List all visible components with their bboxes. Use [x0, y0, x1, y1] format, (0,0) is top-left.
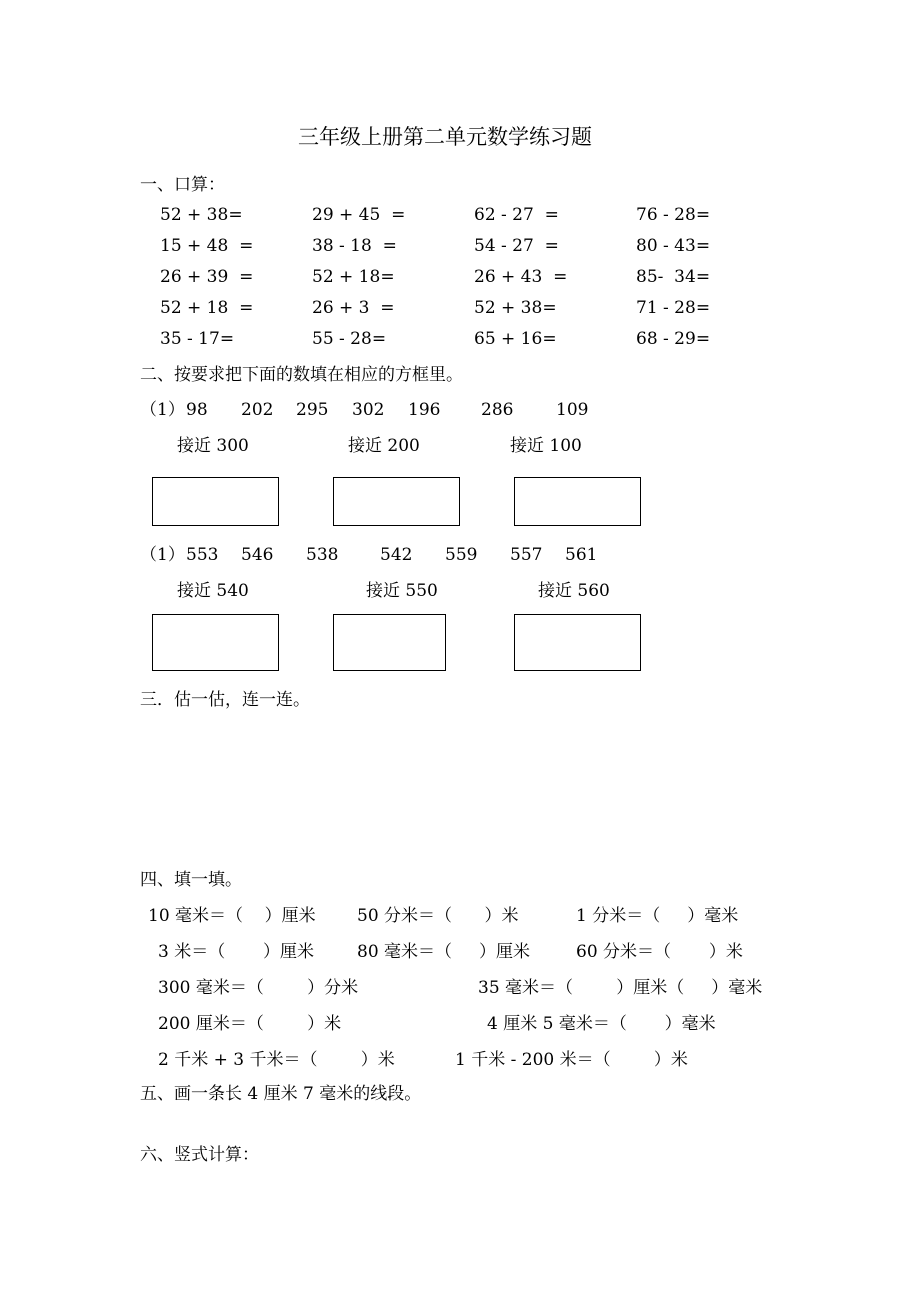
part-1-prefix: （1） — [140, 400, 185, 420]
arith-problem: 65 + 16= — [474, 329, 557, 349]
fill-blank-item: 80 毫米＝（ ）厘米 — [357, 942, 531, 962]
arith-problem: 52 + 18= — [312, 267, 395, 287]
arith-problem: 76 - 28= — [636, 205, 711, 225]
section-1-heading: 一、口算： — [140, 175, 225, 195]
answer-box[interactable] — [152, 477, 279, 526]
section-6-heading: 六、竖式计算： — [140, 1145, 259, 1165]
arith-problem: 52 + 38= — [474, 298, 557, 318]
arith-problem: 52 + 38= — [160, 205, 243, 225]
number-item: 542 — [380, 545, 413, 565]
fill-blank-item: 1 分米＝（ ）毫米 — [576, 906, 739, 926]
arith-problem: 29 + 45 = — [312, 205, 406, 225]
number-item: 546 — [241, 545, 274, 565]
box-label: 接近 100 — [510, 436, 582, 456]
number-item: 202 — [241, 400, 274, 420]
section-3-heading: 三．估一估，连一连。 — [140, 690, 310, 710]
box-label: 接近 540 — [177, 581, 249, 601]
number-item: 286 — [481, 400, 514, 420]
box-label: 接近 300 — [177, 436, 249, 456]
fill-blank-item: 3 米＝（ ）厘米 — [158, 942, 315, 962]
arith-problem: 35 - 17= — [160, 329, 235, 349]
arith-problem: 54 - 27 = — [474, 236, 559, 256]
arith-problem: 26 + 39 = — [160, 267, 254, 287]
answer-box[interactable] — [514, 477, 641, 526]
number-item: 302 — [352, 400, 385, 420]
part-2-prefix: （1） — [140, 545, 185, 565]
arith-problem: 26 + 3 = — [312, 298, 395, 318]
arith-problem: 55 - 28= — [312, 329, 387, 349]
number-item: 553 — [186, 545, 219, 565]
arith-problem: 38 - 18 = — [312, 236, 397, 256]
arith-problem: 71 - 28= — [636, 298, 711, 318]
arith-problem: 52 + 18 = — [160, 298, 254, 318]
fill-blank-item: 300 毫米＝（ ）分米 — [158, 978, 359, 998]
fill-blank-item: 2 千米 + 3 千米＝（ ）米 — [158, 1050, 395, 1070]
fill-blank-item: 4 厘米 5 毫米＝（ ）毫米 — [487, 1014, 716, 1034]
number-item: 557 — [510, 545, 543, 565]
fill-blank-item: 10 毫米＝（ ）厘米 — [148, 906, 316, 926]
arith-problem: 68 - 29= — [636, 329, 711, 349]
box-label: 接近 560 — [538, 581, 610, 601]
section-4-heading: 四、填一填。 — [140, 870, 242, 890]
number-item: 538 — [306, 545, 339, 565]
fill-blank-item: 1 千米 - 200 米＝（ ）米 — [455, 1050, 688, 1070]
number-item: 109 — [556, 400, 589, 420]
number-item: 196 — [408, 400, 441, 420]
fill-blank-item: 50 分米＝（ ）米 — [357, 906, 519, 926]
number-item: 98 — [186, 400, 208, 420]
number-item: 295 — [296, 400, 329, 420]
number-item: 559 — [445, 545, 478, 565]
answer-box[interactable] — [514, 614, 641, 671]
number-item: 561 — [565, 545, 598, 565]
box-label: 接近 200 — [348, 436, 420, 456]
arith-problem: 62 - 27 = — [474, 205, 559, 225]
fill-blank-item: 60 分米＝（ ）米 — [576, 942, 743, 962]
answer-box[interactable] — [333, 614, 446, 671]
answer-box[interactable] — [152, 614, 279, 671]
arith-problem: 26 + 43 = — [474, 267, 568, 287]
fill-blank-item: 35 毫米＝（ ）厘米（ ）毫米 — [478, 978, 763, 998]
box-label: 接近 550 — [366, 581, 438, 601]
fill-blank-item: 200 厘米＝（ ）米 — [158, 1014, 342, 1034]
answer-box[interactable] — [333, 477, 460, 526]
arith-problem: 85- 34= — [636, 267, 711, 287]
arith-problem: 15 + 48 = — [160, 236, 254, 256]
section-5-heading: 五、画一条长 4 厘米 7 毫米的线段。 — [140, 1084, 422, 1104]
page-title: 三年级上册第二单元数学练习题 — [298, 125, 592, 149]
section-2-heading: 二、按要求把下面的数填在相应的方框里。 — [140, 365, 463, 385]
arith-problem: 80 - 43= — [636, 236, 711, 256]
